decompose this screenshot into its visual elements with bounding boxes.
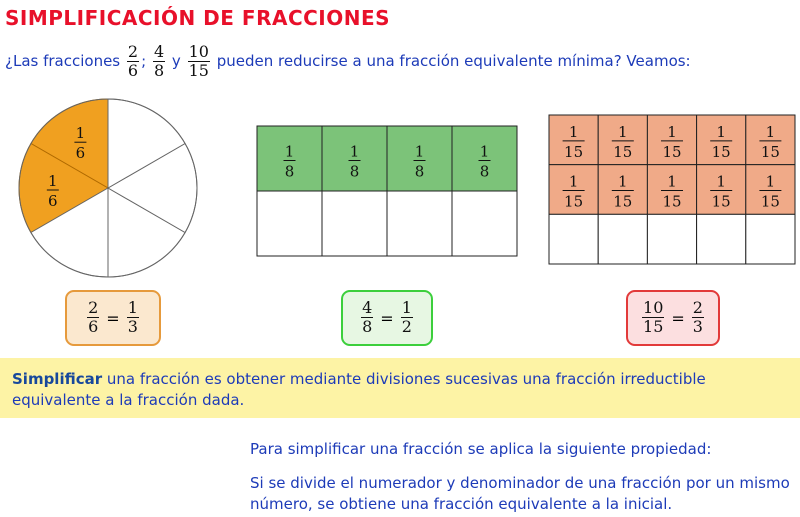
denominator: 15 xyxy=(711,192,731,211)
equivalence-box-2-6 xyxy=(65,290,161,346)
numerator: 1 xyxy=(568,172,579,191)
numerator: 1 xyxy=(284,142,295,161)
separator: ; xyxy=(141,52,147,71)
numerator: 1 xyxy=(618,122,628,141)
numerator: 10 xyxy=(188,42,209,61)
equals-sign: = xyxy=(106,308,120,328)
fraction-right xyxy=(692,300,704,335)
property-text: Si se divide el numerador y denominador de una fracción por un mismo número, se obtiene una fracción equivalente a la inicial. xyxy=(250,474,790,513)
numerator: 1 xyxy=(716,172,726,191)
grid-fifteenths xyxy=(549,115,795,264)
numerator: 1 xyxy=(127,298,138,318)
numerator: 2 xyxy=(88,298,99,318)
grid-cell xyxy=(387,191,452,256)
denominator: 15 xyxy=(564,192,584,211)
fraction-right xyxy=(127,300,139,335)
fraction-left xyxy=(87,300,99,335)
denominator: 15 xyxy=(662,192,682,211)
grid-eighths xyxy=(257,126,517,256)
denominator: 6 xyxy=(88,317,99,337)
equivalence-box-4-8 xyxy=(341,290,433,346)
numerator: 1 xyxy=(401,298,412,318)
equals-sign: = xyxy=(380,308,394,328)
numerator: 1 xyxy=(75,124,86,143)
numerator: 1 xyxy=(479,142,490,161)
numerator: 1 xyxy=(765,122,776,141)
grid-cell xyxy=(746,214,795,264)
numerator: 1 xyxy=(618,172,628,191)
denominator: 8 xyxy=(414,162,425,181)
denominator: 15 xyxy=(613,192,633,211)
grid-cell xyxy=(322,191,387,256)
grid-cell xyxy=(452,191,517,256)
denominator: 15 xyxy=(760,142,780,161)
definition-band xyxy=(0,358,800,418)
property-intro: Para simplificar una fracción se aplica la siguiente propiedad: xyxy=(250,440,712,458)
numerator: 1 xyxy=(414,142,425,161)
intro-trail: pueden reducirse a una fracción equivalente mínima? Veamos: xyxy=(216,52,691,71)
equals-sign: = xyxy=(671,308,685,328)
definition-text xyxy=(12,369,792,411)
denominator: 8 xyxy=(362,317,373,337)
denominator: 3 xyxy=(692,317,703,337)
page-title: SIMPLIFICACIÓN DE FRACCIONES xyxy=(5,6,391,30)
grid-cell xyxy=(257,191,322,256)
numerator: 1 xyxy=(568,122,579,141)
numerator: 2 xyxy=(127,42,139,61)
intro-lead: ¿Las fracciones xyxy=(5,52,121,71)
numerator: 4 xyxy=(362,298,373,318)
denominator: 8 xyxy=(349,162,360,181)
grid-cell xyxy=(549,214,598,264)
denominator: 8 xyxy=(284,162,295,181)
denominator: 15 xyxy=(662,142,682,161)
numerator: 1 xyxy=(667,172,677,191)
denominator: 8 xyxy=(479,162,490,181)
numerator: 1 xyxy=(667,122,677,141)
definition-term: Simplificar xyxy=(12,370,103,388)
numerator: 2 xyxy=(692,298,703,318)
denominator: 15 xyxy=(564,142,584,161)
fraction-right xyxy=(401,300,413,335)
numerator: 4 xyxy=(153,42,165,61)
fraction-left xyxy=(361,300,373,335)
definition-body: una fracción es obtener mediante divisiones sucesivas una fracción irreductible equivalente a la fracción dada. xyxy=(12,370,706,409)
denominator: 6 xyxy=(48,192,58,210)
conjunction: y xyxy=(171,52,181,71)
fraction-left xyxy=(642,300,664,335)
denominator: 15 xyxy=(613,142,633,161)
equivalence-box-10-15 xyxy=(626,290,720,346)
numerator: 1 xyxy=(716,122,726,141)
denominator: 15 xyxy=(643,317,664,337)
numerator: 1 xyxy=(48,172,58,190)
denominator: 15 xyxy=(760,192,780,211)
grid-cell xyxy=(647,214,696,264)
denominator: 15 xyxy=(711,142,731,161)
grid-cell xyxy=(598,214,647,264)
grid-cell xyxy=(697,214,746,264)
denominator: 15 xyxy=(188,60,209,80)
denominator: 6 xyxy=(127,60,139,80)
numerator: 1 xyxy=(349,142,360,161)
denominator: 6 xyxy=(75,144,86,163)
denominator: 2 xyxy=(401,317,412,337)
pie-sixths xyxy=(19,99,197,277)
numerator: 1 xyxy=(765,172,776,191)
denominator: 8 xyxy=(153,60,165,80)
numerator: 10 xyxy=(643,298,664,318)
denominator: 3 xyxy=(127,317,138,337)
